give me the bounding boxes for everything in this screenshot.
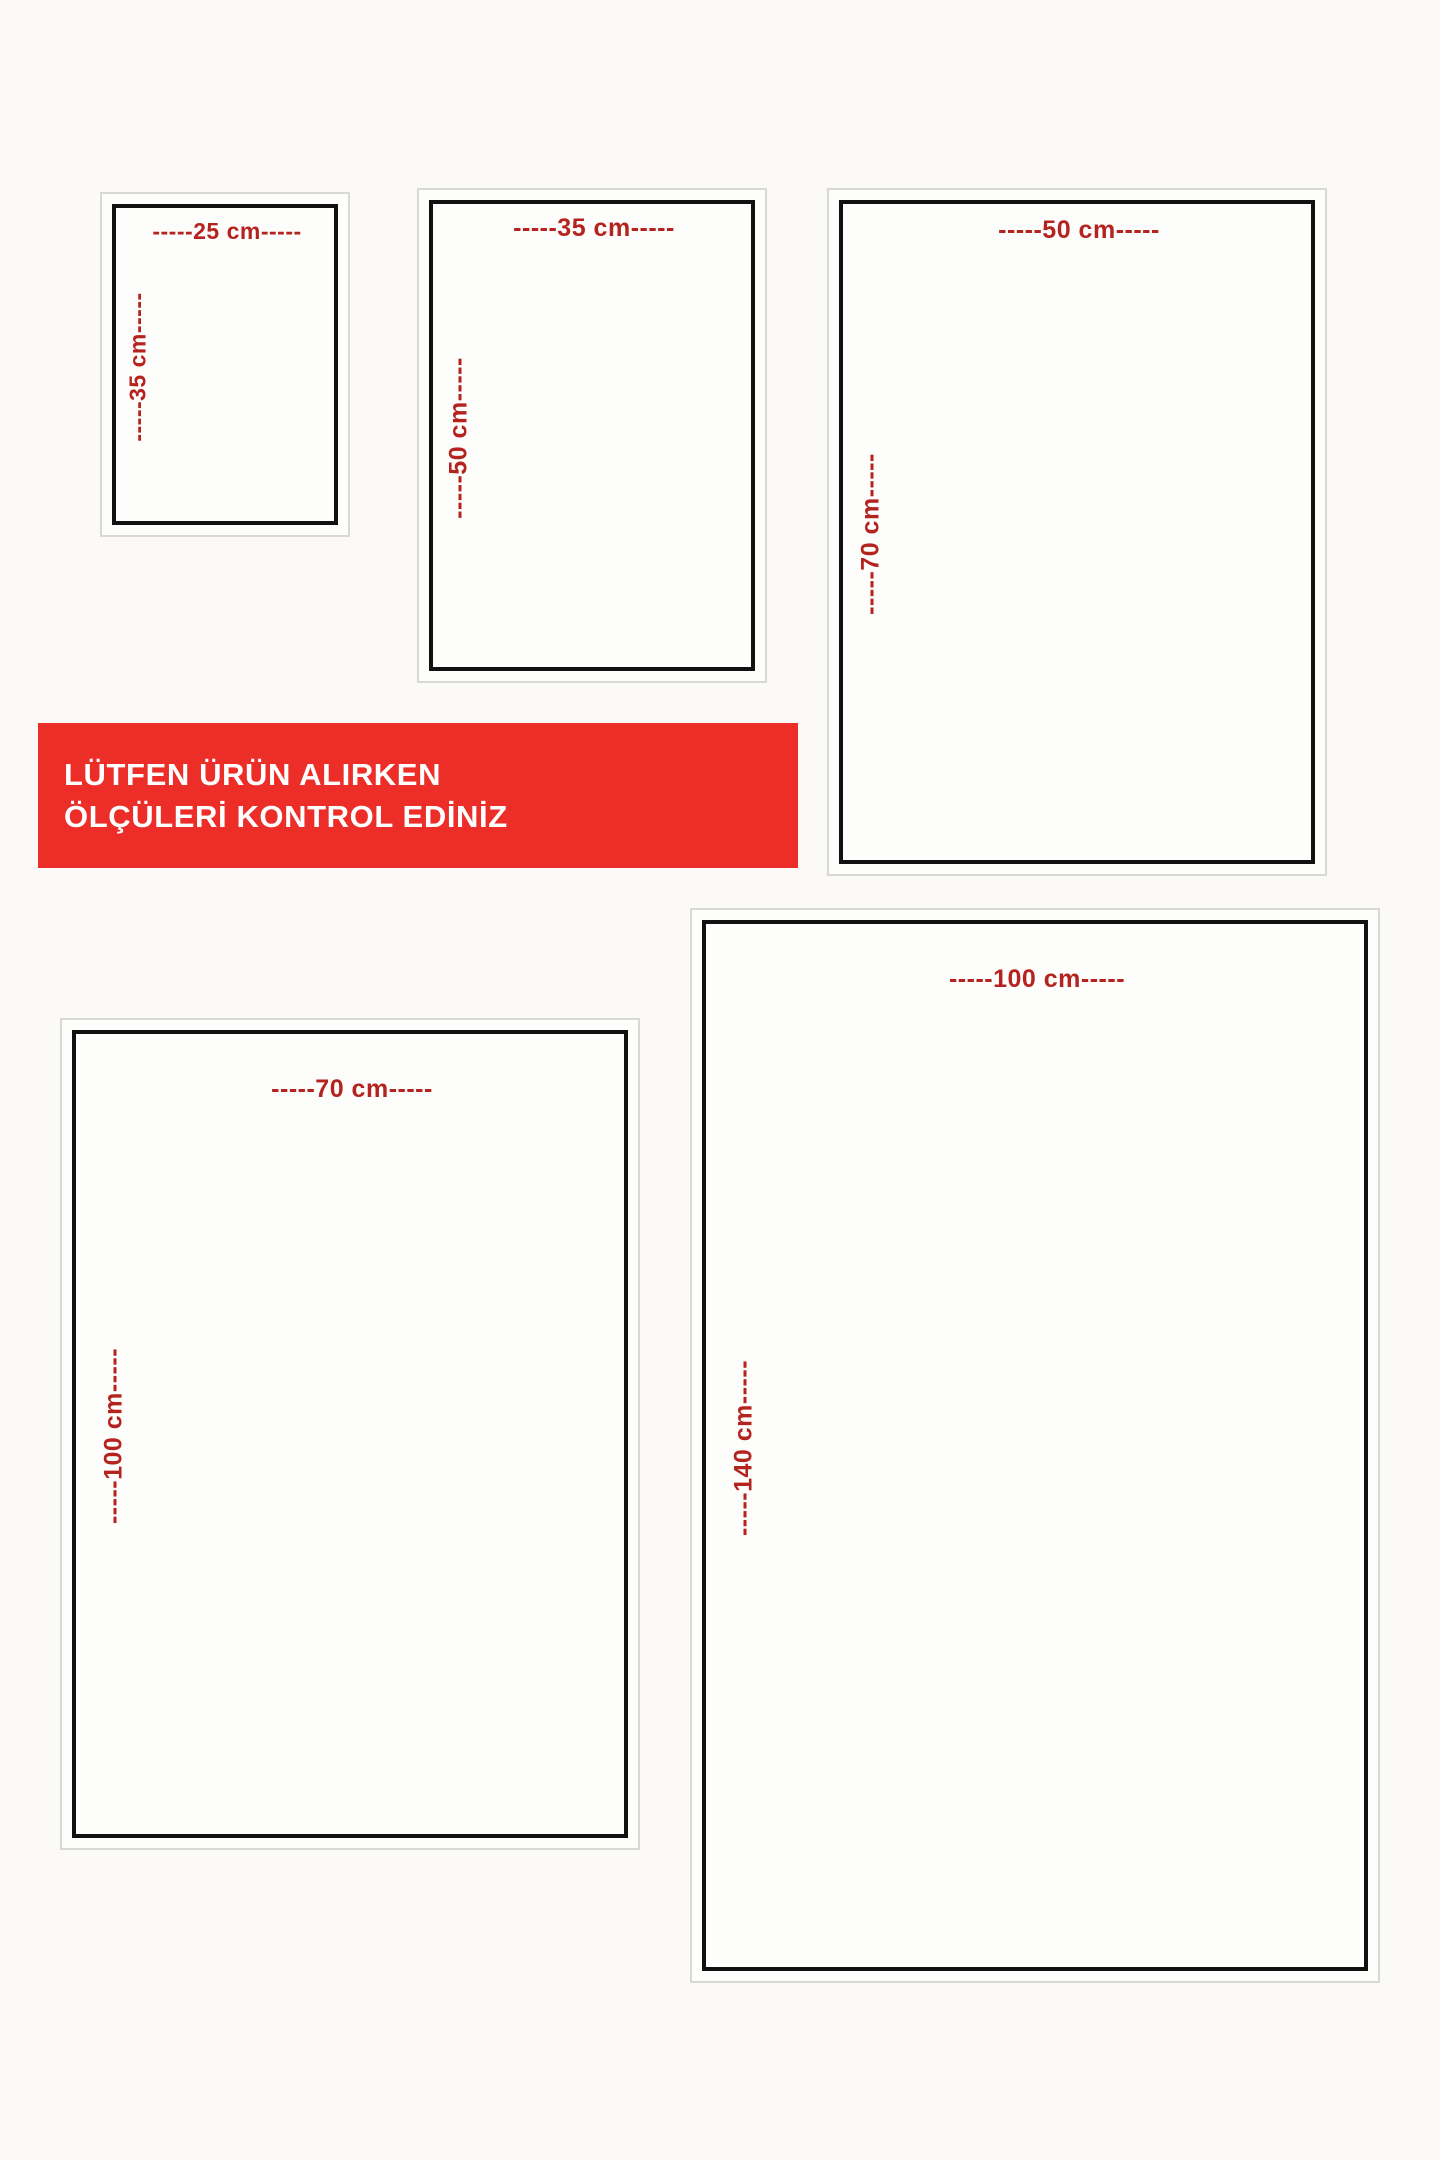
size-frame-inner <box>839 200 1315 864</box>
dimension-label-height-35cm: -----35 cm----- <box>124 291 151 442</box>
dimension-label-height-70cm: -----70 cm----- <box>856 453 885 615</box>
dimension-label-height-100cm: -----100 cm----- <box>99 1347 128 1525</box>
dimension-label-width-35cm: -----35 cm----- <box>513 214 675 242</box>
dimension-label-width-100cm: -----100 cm----- <box>948 965 1126 993</box>
size-frame-35x50 <box>417 188 767 683</box>
dimension-label-width-50cm: -----50 cm----- <box>998 216 1160 244</box>
size-frame-inner <box>72 1030 628 1838</box>
size-frame-inner <box>702 920 1368 1971</box>
warning-line-2: ÖLÇÜLERİ KONTROL EDİNİZ <box>64 798 508 834</box>
warning-line-1: LÜTFEN ÜRÜN ALIRKEN <box>64 757 442 793</box>
size-frame-inner <box>429 200 755 671</box>
dimension-label-width-70cm: -----70 cm----- <box>271 1075 433 1103</box>
dimension-label-height-50cm: -----50 cm----- <box>444 356 473 519</box>
size-frame-70x100 <box>60 1018 640 1850</box>
dimension-label-width-25cm: -----25 cm----- <box>152 218 302 244</box>
dimension-label-height-140cm: -----140 cm----- <box>729 1359 758 1536</box>
size-frame-100x140 <box>690 908 1380 1983</box>
size-frame-50x70 <box>827 188 1327 876</box>
size-frame-25x35 <box>100 192 350 537</box>
warning-banner <box>38 723 798 868</box>
